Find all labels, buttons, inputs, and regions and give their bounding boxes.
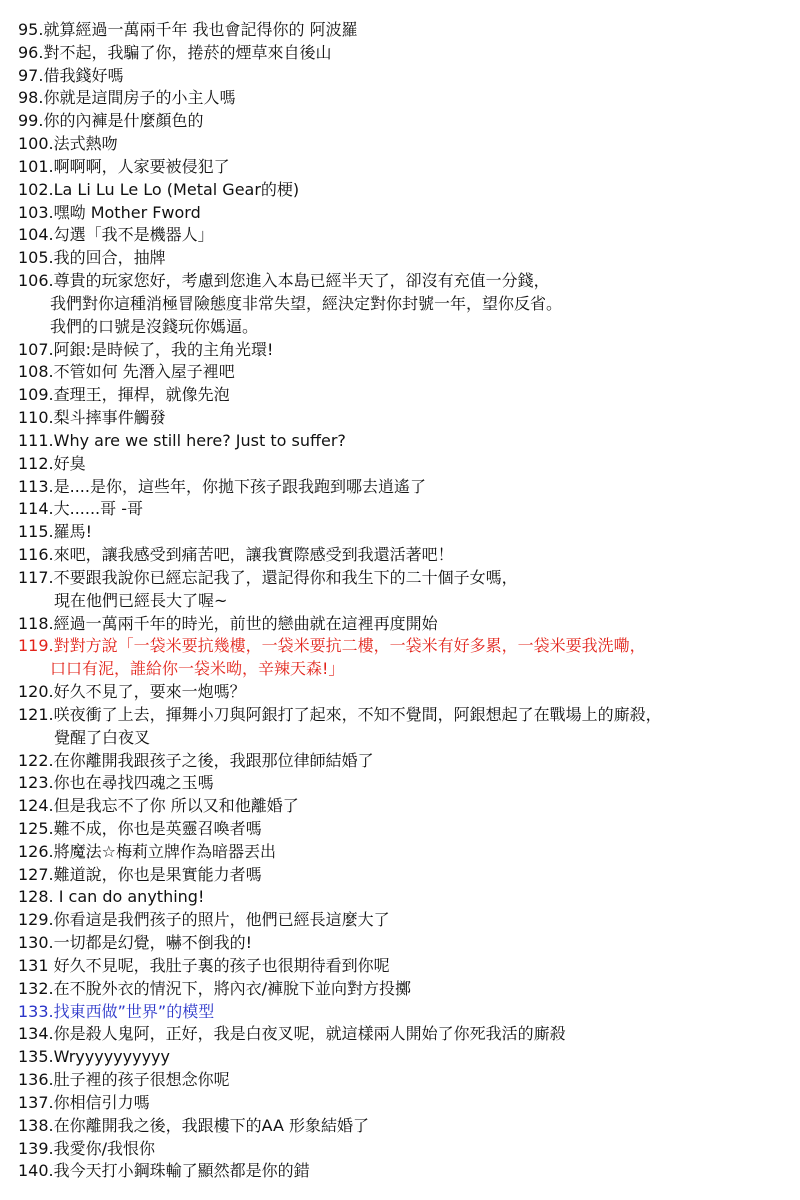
- list-item: 95.就算經過一萬兩千年 我也會記得你的 阿波羅: [18, 20, 358, 39]
- list-item: 106.尊貴的玩家您好，考慮到您進入本島已經半天了，卻沒有充值一分錢，: [18, 271, 550, 291]
- list-item: 129.你看這是我們孩子的照片，他們已經長這麼大了: [18, 910, 390, 930]
- list-item: 我們對你這種消極冒險態度非常失望，經決定對你封號一年，望你反省。: [50, 293, 563, 313]
- list-item: 114.大......哥 -哥: [18, 499, 144, 519]
- list-item: 104.勾選「我不是機器人」: [18, 225, 214, 245]
- list-item: 101.啊啊啊，人家要被侵犯了: [18, 156, 230, 176]
- list-item: 112.好臭: [18, 453, 86, 473]
- list-item: 128. I can do anything!: [18, 887, 205, 907]
- list-item: 110.梨斗摔事件觸發: [18, 408, 166, 428]
- document-body: [18, 19, 790, 1183]
- list-item: 111.Why are we still here? Just to suffer?: [18, 430, 346, 450]
- list-item: 130.一切都是幻覺，嚇不倒我的!: [18, 933, 253, 953]
- list-item: 96.對不起，我騙了你，捲菸的煙草來自後山: [18, 42, 332, 62]
- list-item: 134.你是殺人鬼阿，正好，我是白夜叉呢，就這樣兩人開始了你死我活的廝殺: [18, 1024, 566, 1044]
- list-item: 97.借我錢好嗎: [18, 65, 124, 85]
- list-item: 118.經過一萬兩千年的時光，前世的戀曲就在這裡再度開始: [18, 613, 438, 633]
- list-item: 覺醒了白夜叉: [54, 727, 151, 747]
- list-item: 108.不管如何 先潛入屋子裡吧: [18, 362, 235, 382]
- list-item: 現在他們已經長大了喔~: [54, 590, 228, 610]
- list-item: 137.你相信引力嗎: [18, 1092, 150, 1112]
- list-item: 140.我今天打小鋼珠輸了顯然都是你的錯: [18, 1161, 310, 1181]
- list-item: 109.查理王，揮桿，就像先泡: [18, 385, 230, 405]
- list-item: 117.不要跟我說你已經忘記我了，還記得你和我生下的二十個子女嗎，: [18, 567, 518, 587]
- list-item: 107.阿銀:是時候了，我的主角光環!: [18, 339, 274, 359]
- list-item: 125.難不成，你也是英靈召喚者嗎: [18, 818, 262, 838]
- list-item: 138.在你離開我之後，我跟樓下的AA 形象結婚了: [18, 1115, 370, 1135]
- list-item: 113.是....是你，這些年，你拋下孩子跟我跑到哪去逍遙了: [18, 476, 426, 496]
- list-item: 我們的口號是沒錢玩你媽逼。: [50, 316, 259, 336]
- list-item: 133.找東西做”世界”的模型: [18, 1001, 215, 1021]
- list-item: 124.但是我忘不了你 所以又和他離婚了: [18, 796, 299, 816]
- list-item: 136.肚子裡的孩子很想念你呢: [18, 1070, 230, 1090]
- list-item: 139.我愛你/我恨你: [18, 1138, 156, 1158]
- list-item: 口口有泥，誰給你一袋米呦，辛辣天森!」: [50, 659, 345, 679]
- list-item: 131 好久不見呢，我肚子裏的孩子也很期待看到你呢: [18, 955, 390, 975]
- list-item: 115.羅馬!: [18, 522, 93, 542]
- list-item: 127.難道說，你也是果實能力者嗎: [18, 864, 262, 884]
- list-item: 123.你也在尋找四魂之玉嗎: [18, 773, 214, 793]
- list-item: 126.將魔法☆梅莉立牌作為暗器丟出: [18, 841, 276, 861]
- list-item: 99.你的內褲是什麼顏色的: [18, 111, 204, 131]
- list-item: 103.嘿呦 Mother Fword: [18, 202, 201, 222]
- list-item: 132.在不脫外衣的情況下，將內衣/褲脫下並向對方投擲: [18, 978, 412, 998]
- list-item: 119.對對方說「一袋米要抗幾樓，一袋米要抗二樓，一袋米有好多累，一袋米要我洗嘞，: [18, 636, 646, 656]
- list-item: 105.我的回合，抽牌: [18, 248, 166, 268]
- list-item: 100.法式熱吻: [18, 134, 118, 154]
- list-item: 120.好久不見了，要來一炮嗎？: [18, 682, 246, 702]
- list-item: 102.La Li Lu Le Lo (Metal Gear的梗): [18, 179, 300, 199]
- list-item: 116.來吧，讓我感受到痛苦吧，讓我實際感受到我還活著吧！: [18, 545, 454, 565]
- list-item: 121.咲夜衝了上去，揮舞小刀與阿銀打了起來，不知不覺間，阿銀想起了在戰場上的廝殺，: [18, 704, 662, 724]
- list-item: 98.你就是這間房子的小主人嗎: [18, 88, 236, 108]
- list-item: 135.Wryyyyyyyyyy: [18, 1047, 170, 1067]
- list-item: 122.在你離開我跟孩子之後，我跟那位律師結婚了: [18, 750, 374, 770]
